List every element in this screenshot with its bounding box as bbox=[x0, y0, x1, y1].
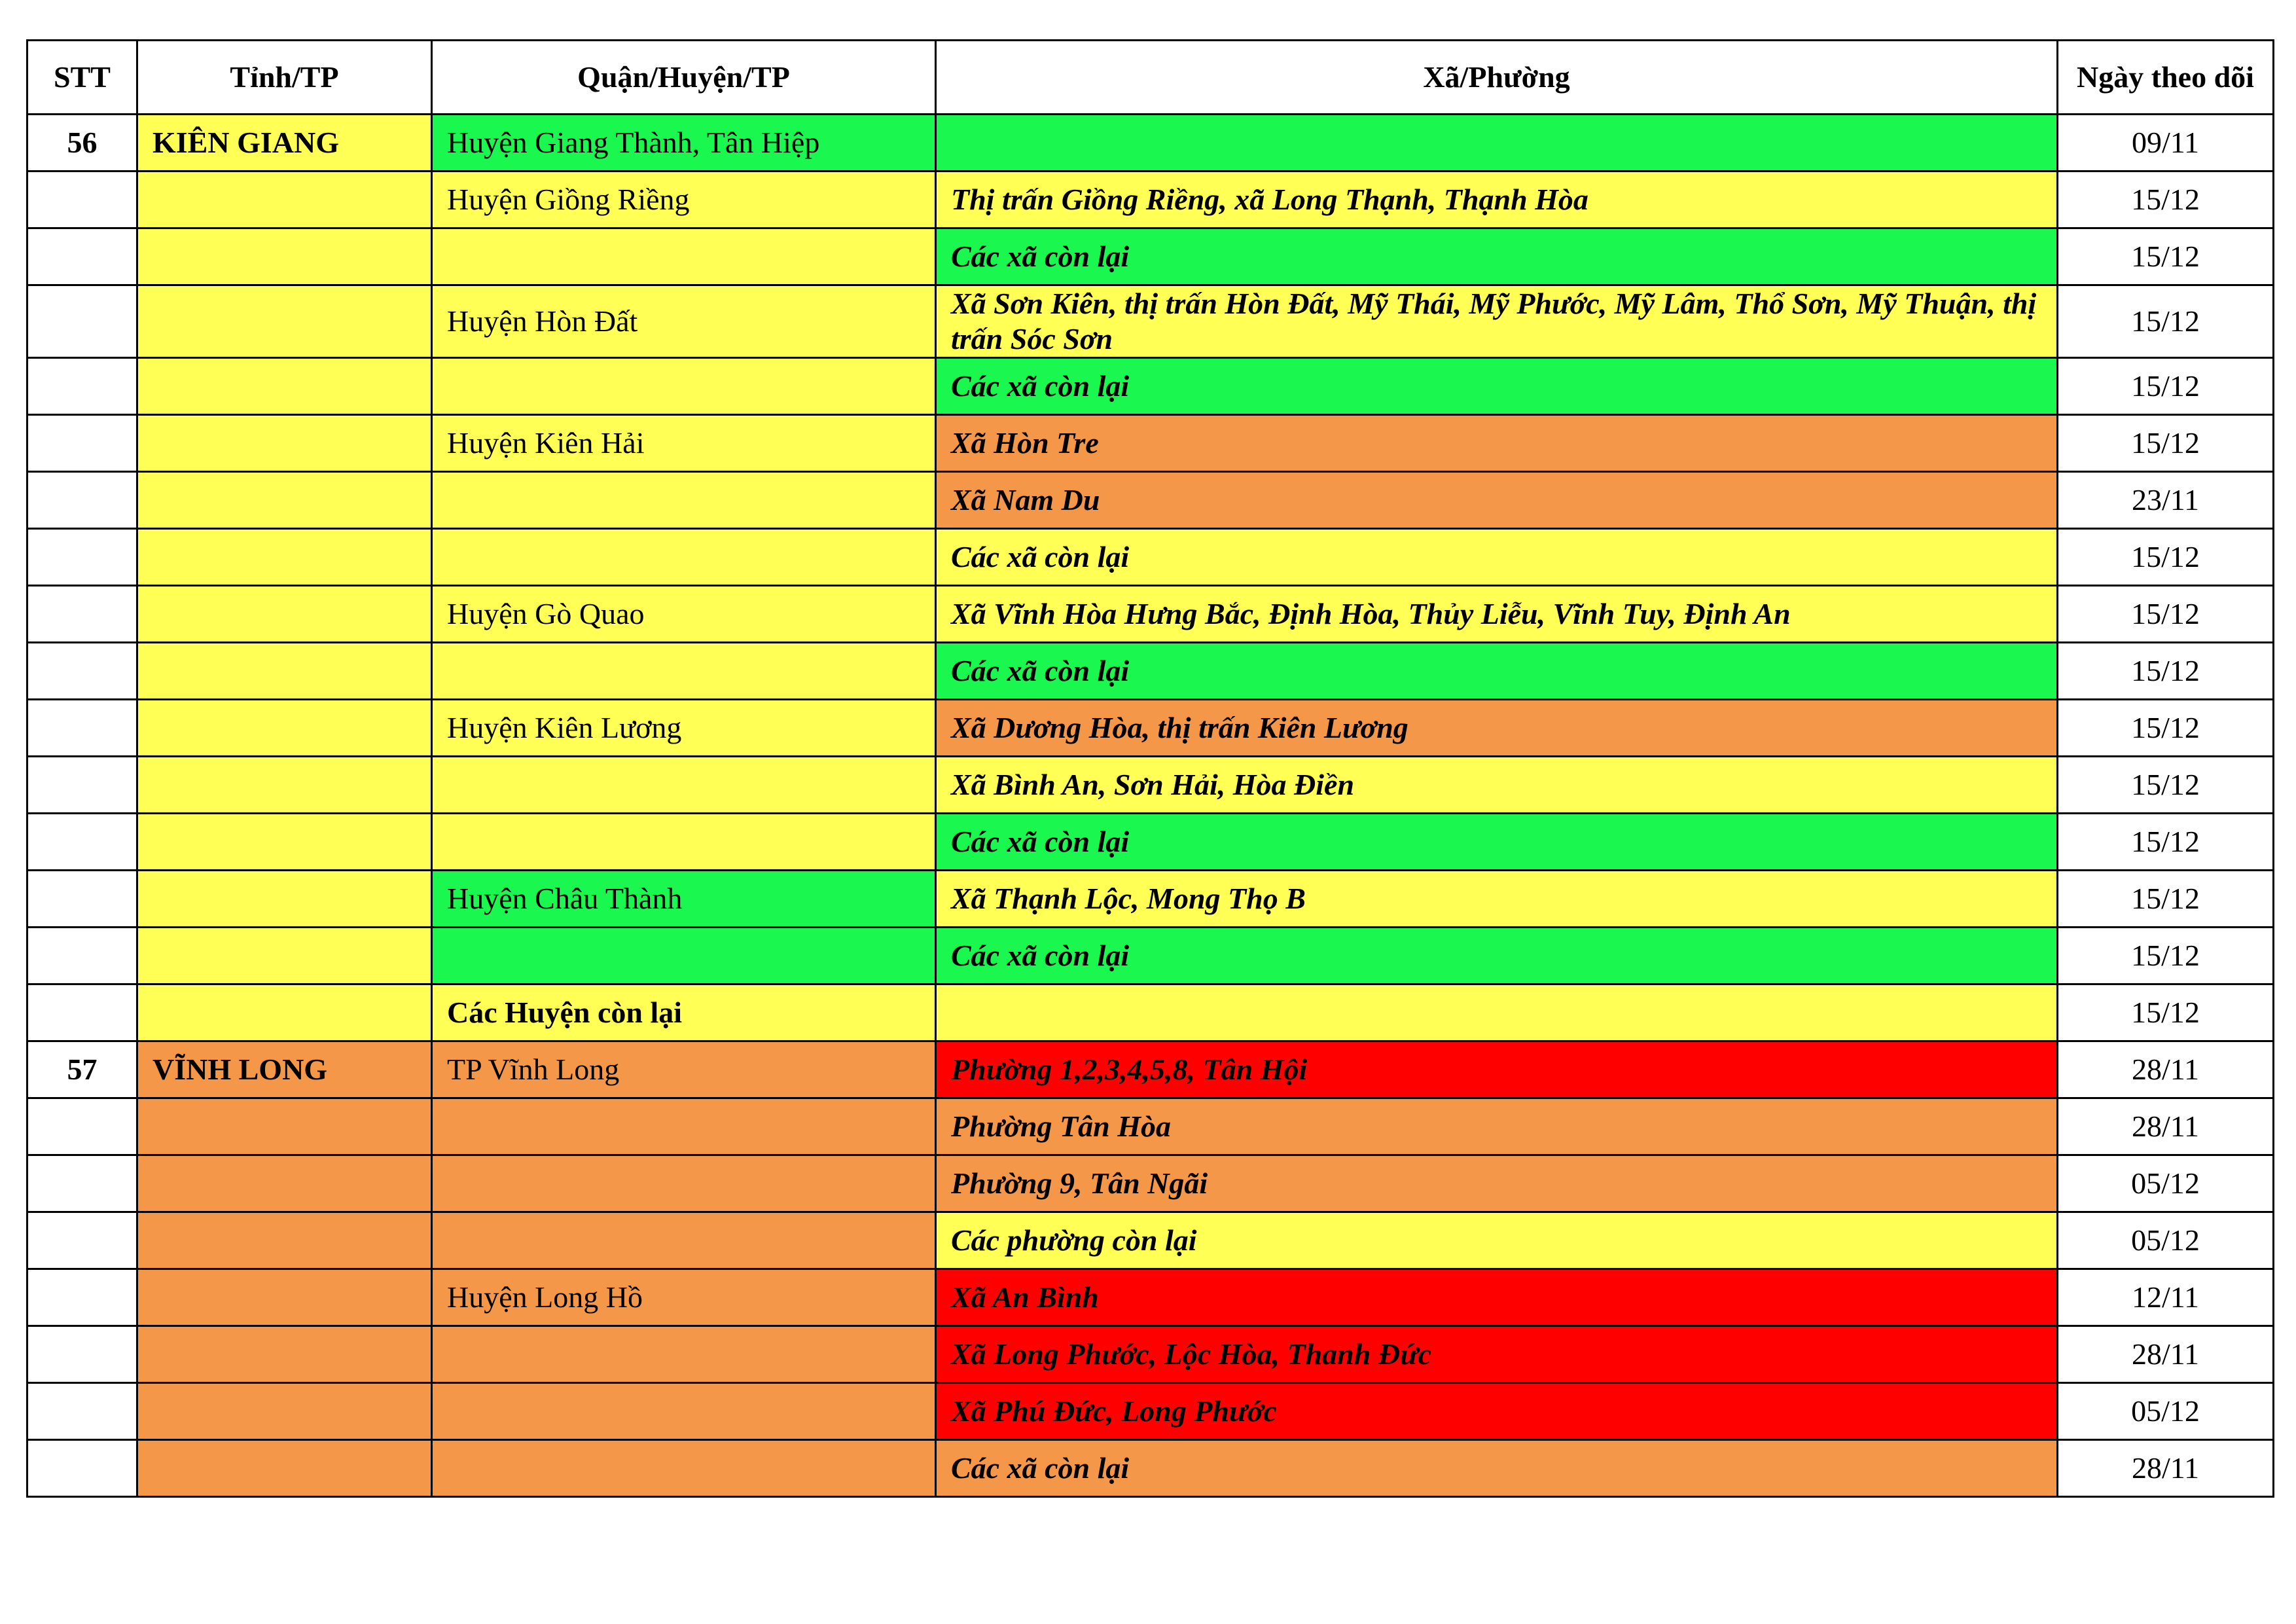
date-cell: 15/12 bbox=[2058, 928, 2274, 984]
table-row bbox=[27, 1269, 2274, 1326]
date-cell: 15/12 bbox=[2058, 700, 2274, 757]
date-cell: 15/12 bbox=[2058, 757, 2274, 814]
date-cell: 28/11 bbox=[2058, 1098, 2274, 1155]
date-cell: 15/12 bbox=[2058, 529, 2274, 586]
table-row bbox=[27, 1098, 2274, 1155]
ward-cell: Xã Long Phước, Lộc Hòa, Thanh Đức bbox=[936, 1326, 2058, 1383]
province-cell bbox=[137, 415, 432, 472]
province-cell bbox=[137, 1383, 432, 1440]
ward-cell: Xã An Bình bbox=[936, 1269, 2058, 1326]
table-row bbox=[27, 1212, 2274, 1269]
stt-cell bbox=[27, 1155, 137, 1212]
date-cell: 05/12 bbox=[2058, 1155, 2274, 1212]
province-cell bbox=[137, 643, 432, 700]
district-cell bbox=[432, 1326, 936, 1383]
date-cell: 15/12 bbox=[2058, 358, 2274, 415]
stt-cell bbox=[27, 285, 137, 358]
province-cell bbox=[137, 871, 432, 928]
table-row bbox=[27, 700, 2274, 757]
province-cell bbox=[137, 586, 432, 643]
stt-cell bbox=[27, 928, 137, 984]
stt-cell bbox=[27, 472, 137, 529]
ward-cell: Các xã còn lại bbox=[936, 928, 2058, 984]
ward-cell bbox=[936, 984, 2058, 1041]
district-cell: Huyện Gò Quao bbox=[432, 586, 936, 643]
header-district: Quận/Huyện/TP bbox=[432, 41, 936, 115]
date-cell: 15/12 bbox=[2058, 984, 2274, 1041]
province-cell bbox=[137, 529, 432, 586]
date-cell: 15/12 bbox=[2058, 285, 2274, 358]
ward-cell: Phường Tân Hòa bbox=[936, 1098, 2058, 1155]
ward-cell: Xã Bình An, Sơn Hải, Hòa Điền bbox=[936, 757, 2058, 814]
table-row bbox=[27, 472, 2274, 529]
province-cell bbox=[137, 171, 432, 228]
table-row bbox=[27, 415, 2274, 472]
district-cell bbox=[432, 643, 936, 700]
date-cell: 28/11 bbox=[2058, 1440, 2274, 1497]
table-row bbox=[27, 115, 2274, 171]
stt-cell bbox=[27, 984, 137, 1041]
ward-cell: Xã Phú Đức, Long Phước bbox=[936, 1383, 2058, 1440]
stt-cell: 57 bbox=[27, 1041, 137, 1098]
district-cell: Huyện Châu Thành bbox=[432, 871, 936, 928]
ward-cell: Các xã còn lại bbox=[936, 1440, 2058, 1497]
district-cell: Các Huyện còn lại bbox=[432, 984, 936, 1041]
province-cell bbox=[137, 1269, 432, 1326]
ward-cell: Phường 1,2,3,4,5,8, Tân Hội bbox=[936, 1041, 2058, 1098]
district-cell: Huyện Kiên Hải bbox=[432, 415, 936, 472]
province-cell: KIÊN GIANG bbox=[137, 115, 432, 171]
date-cell: 15/12 bbox=[2058, 171, 2274, 228]
date-cell: 15/12 bbox=[2058, 814, 2274, 871]
district-cell: Huyện Kiên Lương bbox=[432, 700, 936, 757]
province-cell bbox=[137, 1098, 432, 1155]
stt-cell bbox=[27, 1440, 137, 1497]
stt-cell bbox=[27, 1383, 137, 1440]
ward-cell: Xã Dương Hòa, thị trấn Kiên Lương bbox=[936, 700, 2058, 757]
stt-cell bbox=[27, 228, 137, 285]
ward-cell: Các xã còn lại bbox=[936, 643, 2058, 700]
header-stt: STT bbox=[27, 41, 137, 115]
table-row bbox=[27, 358, 2274, 415]
province-cell bbox=[137, 1326, 432, 1383]
district-cell bbox=[432, 1440, 936, 1497]
ward-cell: Các xã còn lại bbox=[936, 529, 2058, 586]
date-cell: 15/12 bbox=[2058, 643, 2274, 700]
ward-cell: Phường 9, Tân Ngãi bbox=[936, 1155, 2058, 1212]
district-cell bbox=[432, 757, 936, 814]
stt-cell bbox=[27, 1212, 137, 1269]
district-cell bbox=[432, 1155, 936, 1212]
ward-cell: Các xã còn lại bbox=[936, 358, 2058, 415]
ward-cell: Xã Hòn Tre bbox=[936, 415, 2058, 472]
stt-cell bbox=[27, 871, 137, 928]
province-cell bbox=[137, 1212, 432, 1269]
stt-cell bbox=[27, 757, 137, 814]
province-cell bbox=[137, 757, 432, 814]
stt-cell bbox=[27, 1326, 137, 1383]
stt-cell bbox=[27, 1269, 137, 1326]
stt-cell bbox=[27, 643, 137, 700]
stt-cell: 56 bbox=[27, 115, 137, 171]
table-row bbox=[27, 171, 2274, 228]
ward-cell: Xã Vĩnh Hòa Hưng Bắc, Định Hòa, Thủy Liễu, Vĩnh Tuy, Định An bbox=[936, 586, 2058, 643]
province-cell bbox=[137, 358, 432, 415]
date-cell: 12/11 bbox=[2058, 1269, 2274, 1326]
stt-cell bbox=[27, 171, 137, 228]
stt-cell bbox=[27, 1098, 137, 1155]
table-row bbox=[27, 757, 2274, 814]
table-row bbox=[27, 1155, 2274, 1212]
table-row bbox=[27, 871, 2274, 928]
province-cell bbox=[137, 472, 432, 529]
province-cell bbox=[137, 285, 432, 358]
district-cell bbox=[432, 472, 936, 529]
date-cell: 28/11 bbox=[2058, 1326, 2274, 1383]
district-cell: Huyện Long Hồ bbox=[432, 1269, 936, 1326]
date-cell: 15/12 bbox=[2058, 415, 2274, 472]
ward-cell: Xã Thạnh Lộc, Mong Thọ B bbox=[936, 871, 2058, 928]
header-row bbox=[27, 41, 2274, 115]
district-cell bbox=[432, 1098, 936, 1155]
ward-cell: Thị trấn Giồng Riềng, xã Long Thạnh, Thạnh Hòa bbox=[936, 171, 2058, 228]
ward-cell: Các xã còn lại bbox=[936, 228, 2058, 285]
table-row bbox=[27, 814, 2274, 871]
province-cell bbox=[137, 928, 432, 984]
date-cell: 15/12 bbox=[2058, 586, 2274, 643]
stt-cell bbox=[27, 529, 137, 586]
district-cell: Huyện Hòn Đất bbox=[432, 285, 936, 358]
ward-cell: Các xã còn lại bbox=[936, 814, 2058, 871]
district-cell bbox=[432, 1383, 936, 1440]
table-body bbox=[27, 115, 2274, 1497]
district-cell: Huyện Giang Thành, Tân Hiệp bbox=[432, 115, 936, 171]
stt-cell bbox=[27, 415, 137, 472]
province-cell: VĨNH LONG bbox=[137, 1041, 432, 1098]
table-row bbox=[27, 1041, 2274, 1098]
date-cell: 28/11 bbox=[2058, 1041, 2274, 1098]
stt-cell bbox=[27, 586, 137, 643]
date-cell: 05/12 bbox=[2058, 1383, 2274, 1440]
province-cell bbox=[137, 1440, 432, 1497]
district-cell bbox=[432, 1212, 936, 1269]
district-cell bbox=[432, 529, 936, 586]
date-cell: 05/12 bbox=[2058, 1212, 2274, 1269]
table-row bbox=[27, 984, 2274, 1041]
table-row bbox=[27, 228, 2274, 285]
ward-cell: Xã Sơn Kiên, thị trấn Hòn Đất, Mỹ Thái, Mỹ Phước, Mỹ Lâm, Thổ Sơn, Mỹ Thuận, thị trấn Sóc Sơn bbox=[936, 285, 2058, 358]
province-cell bbox=[137, 1155, 432, 1212]
province-cell bbox=[137, 228, 432, 285]
district-cell bbox=[432, 358, 936, 415]
stt-cell bbox=[27, 814, 137, 871]
stt-cell bbox=[27, 700, 137, 757]
ward-cell: Xã Nam Du bbox=[936, 472, 2058, 529]
district-cell bbox=[432, 928, 936, 984]
date-cell: 23/11 bbox=[2058, 472, 2274, 529]
date-cell: 15/12 bbox=[2058, 228, 2274, 285]
table-row bbox=[27, 928, 2274, 984]
table-row bbox=[27, 643, 2274, 700]
province-cell bbox=[137, 814, 432, 871]
table-row bbox=[27, 1326, 2274, 1383]
table-row bbox=[27, 285, 2274, 358]
table-row bbox=[27, 1440, 2274, 1497]
district-cell bbox=[432, 228, 936, 285]
stt-cell bbox=[27, 358, 137, 415]
province-cell bbox=[137, 984, 432, 1041]
table-row bbox=[27, 1383, 2274, 1440]
header-ward: Xã/Phường bbox=[936, 41, 2058, 115]
district-cell bbox=[432, 814, 936, 871]
district-cell: Huyện Giồng Riềng bbox=[432, 171, 936, 228]
date-cell: 09/11 bbox=[2058, 115, 2274, 171]
epidemic-level-table bbox=[26, 39, 2274, 1498]
district-cell: TP Vĩnh Long bbox=[432, 1041, 936, 1098]
ward-cell: Các phường còn lại bbox=[936, 1212, 2058, 1269]
header-date: Ngày theo dõi bbox=[2058, 41, 2274, 115]
province-cell bbox=[137, 700, 432, 757]
date-cell: 15/12 bbox=[2058, 871, 2274, 928]
ward-cell bbox=[936, 115, 2058, 171]
table-row bbox=[27, 529, 2274, 586]
table-row bbox=[27, 586, 2274, 643]
header-province: Tỉnh/TP bbox=[137, 41, 432, 115]
